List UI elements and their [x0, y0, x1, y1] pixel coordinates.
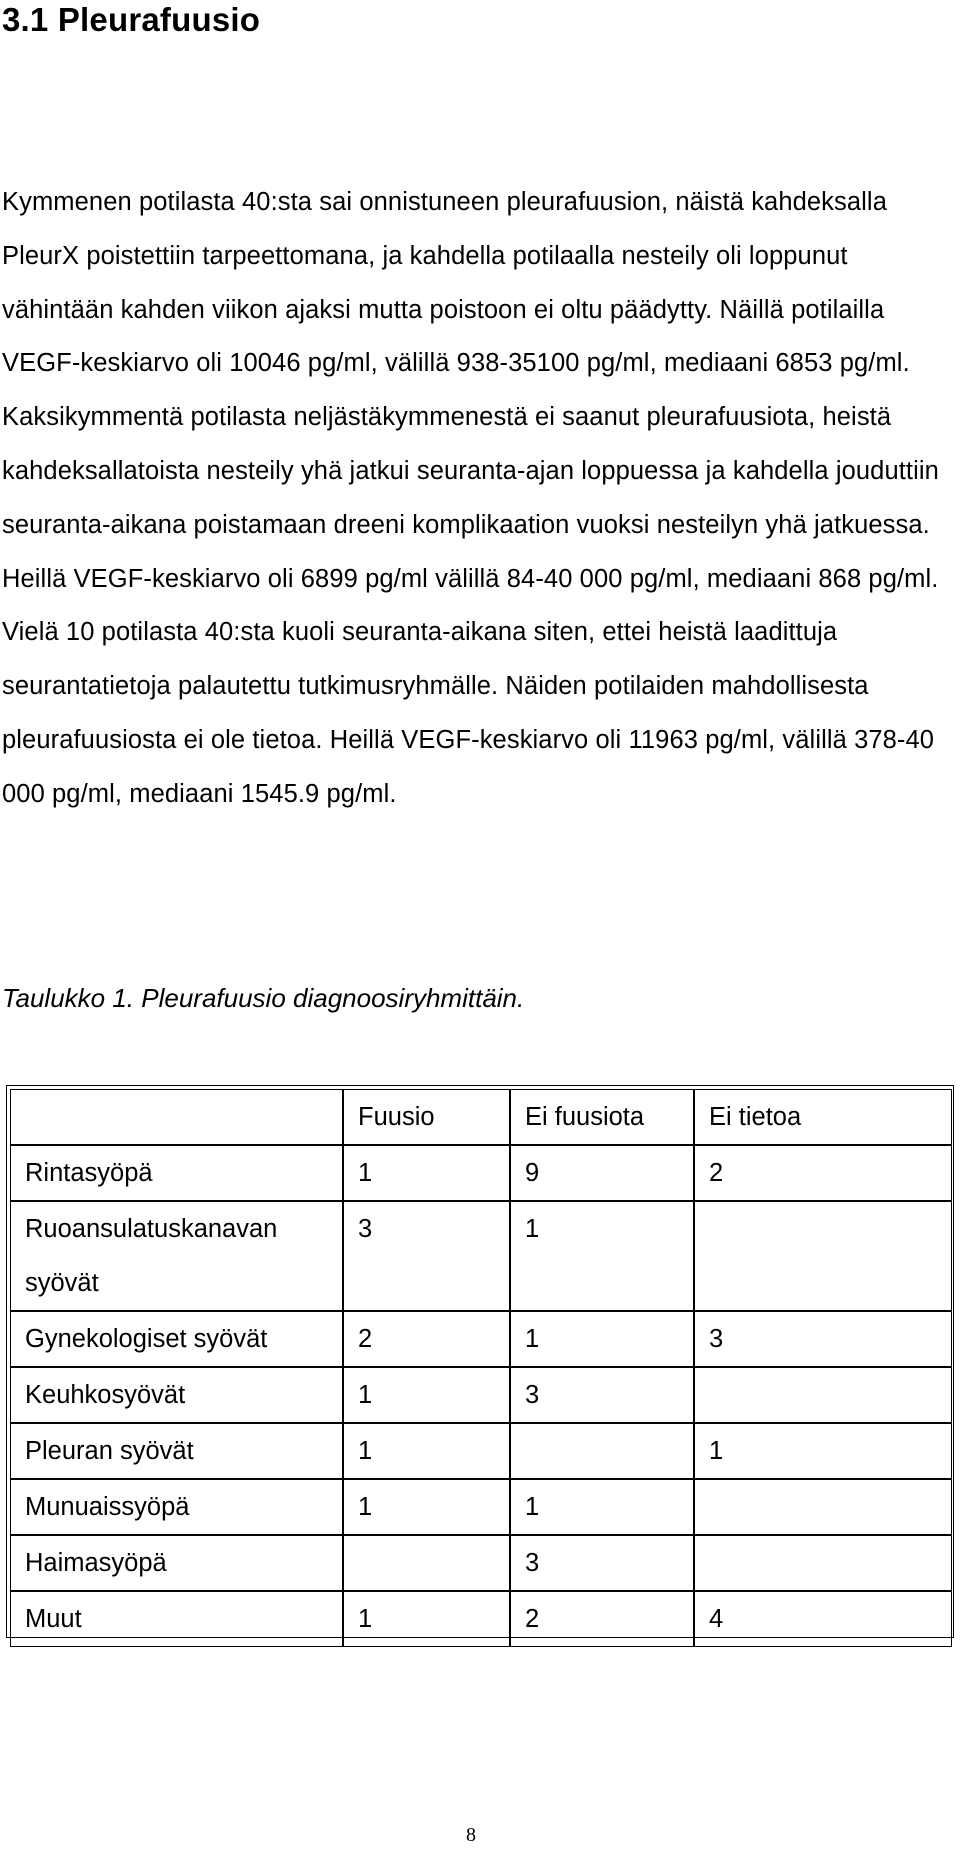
diagnosis-table-frame [6, 1085, 954, 1638]
ei-fuusiota-cell: 3 [510, 1367, 694, 1423]
ei-tietoa-cell: 1 [694, 1423, 952, 1479]
header-cell-ei-tietoa: Ei tietoa [694, 1089, 952, 1145]
ei-fuusiota-cell: 1 [510, 1311, 694, 1367]
fuusio-cell: 1 [343, 1591, 510, 1647]
fuusio-cell: 1 [343, 1423, 510, 1479]
fuusio-cell: 1 [343, 1479, 510, 1535]
ei-fuusiota-cell: 3 [510, 1535, 694, 1591]
ei-fuusiota-cell: 1 [510, 1479, 694, 1535]
ei-tietoa-cell: 2 [694, 1145, 952, 1201]
category-cell: Ruoansulatuskanavan syövät [10, 1201, 343, 1311]
category-cell: Muut [10, 1591, 343, 1647]
ei-fuusiota-cell: 2 [510, 1591, 694, 1647]
category-cell: Munuaissyöpä [10, 1479, 343, 1535]
table-row [10, 1479, 952, 1535]
category-cell: Haimasyöpä [10, 1535, 343, 1591]
table-caption: Taulukko 1. Pleurafuusio diagnoosiryhmittäin. [2, 983, 525, 1013]
table-row [10, 1367, 952, 1423]
body-paragraph: Kymmenen potilasta 40:sta sai onnistuneen pleurafuusion, näistä kahdeksalla PleurX poistettiin tarpeettomana, ja kahdella potilaalla nesteily oli loppunut vähintään kahden viikon ajaksi mutta poistoon ei oltu päädytty. Näillä potilailla VEGF-keskiarvo oli 10046 pg/ml, välillä 938-35100 pg/ml, mediaani 6853 pg/ml. Kaksikymmentä potilasta neljästäkymmenestä ei saanut pleurafuusiota, heistä kahdeksallatoista nesteily yhä jatkui seuranta-ajan loppuessa ja kahdella jouduttiin seuranta-aikana poistamaan dreeni komplikaation vuoksi nesteilyn yhä jatkuessa. Heillä VEGF-keskiarvo oli 6899 pg/ml välillä 84-40 000 pg/ml, mediaani 868 pg/ml. Vielä 10 potilasta 40:sta kuoli seuranta-aikana siten, ettei heistä laadittuja seurantatietoja palautettu tutkimusryhmälle. Näiden potilaiden mahdollisesta pleurafuusiosta ei ole tietoa. Heillä VEGF-keskiarvo oli 11963 pg/ml, välillä 378-40 000 pg/ml, mediaani 1545.9 pg/ml. [2, 188, 939, 808]
page-number: 8 [466, 1824, 476, 1846]
header-cell-empty [10, 1089, 343, 1145]
ei-tietoa-cell [694, 1367, 952, 1423]
ei-tietoa-cell [694, 1479, 952, 1535]
category-cell: Rintasyöpä [10, 1145, 343, 1201]
table-row [10, 1591, 952, 1647]
fuusio-cell: 2 [343, 1311, 510, 1367]
fuusio-cell: 3 [343, 1201, 510, 1311]
fuusio-cell [343, 1535, 510, 1591]
header-cell-ei-fuusiota: Ei fuusiota [510, 1089, 694, 1145]
table-row [10, 1423, 952, 1479]
ei-tietoa-cell [694, 1201, 952, 1311]
table-row [10, 1145, 952, 1201]
ei-tietoa-cell: 4 [694, 1591, 952, 1647]
ei-fuusiota-cell: 1 [510, 1201, 694, 1311]
section-heading: 3.1 Pleurafuusio [2, 1, 261, 38]
table-row [10, 1535, 952, 1591]
table-header-row [10, 1089, 952, 1145]
ei-tietoa-cell [694, 1535, 952, 1591]
fuusio-cell: 1 [343, 1367, 510, 1423]
ei-fuusiota-cell: 9 [510, 1145, 694, 1201]
ei-fuusiota-cell [510, 1423, 694, 1479]
fuusio-cell: 1 [343, 1145, 510, 1201]
ei-tietoa-cell: 3 [694, 1311, 952, 1367]
diagnosis-table [10, 1089, 952, 1647]
header-cell-fuusio: Fuusio [343, 1089, 510, 1145]
table-row [10, 1311, 952, 1367]
category-cell: Keuhkosyövät [10, 1367, 343, 1423]
table-row [10, 1201, 952, 1311]
category-cell: Gynekologiset syövät [10, 1311, 343, 1367]
category-cell: Pleuran syövät [10, 1423, 343, 1479]
